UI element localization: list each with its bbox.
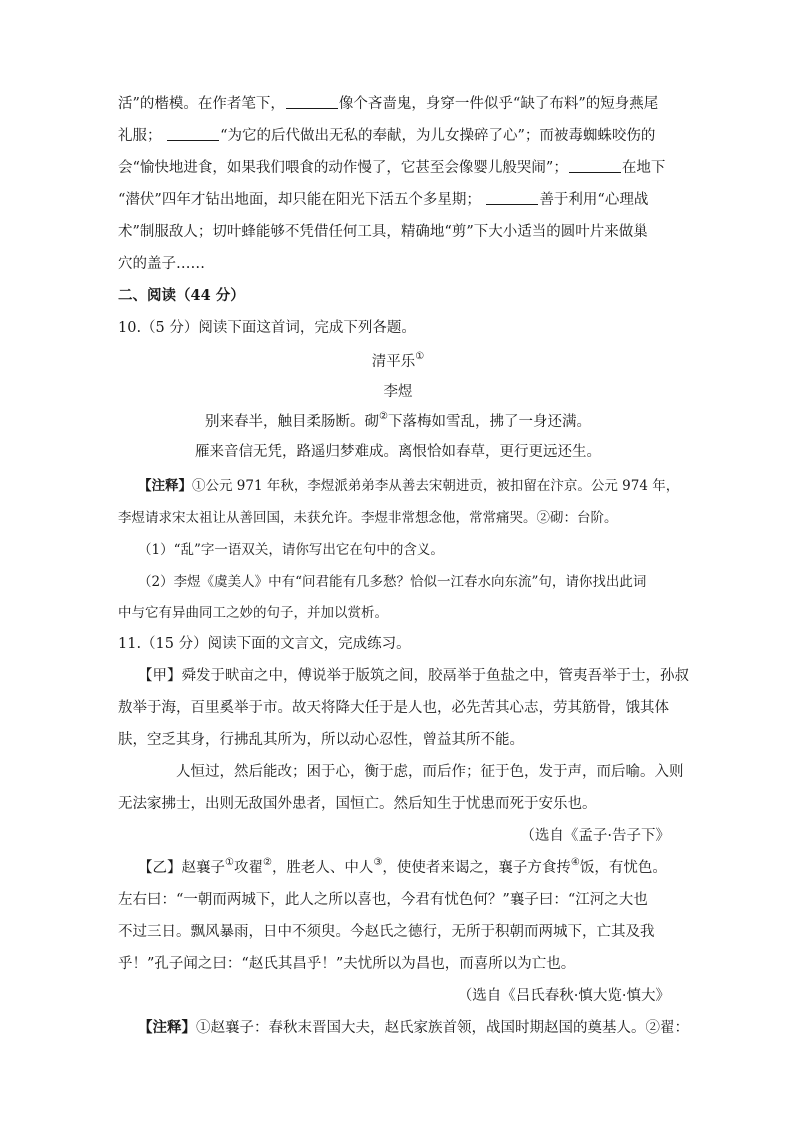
text: ①公元 971 年秋，李煜派弟弟李从善去宋朝进贡，被扣留在汴京。公元 974 年， bbox=[192, 478, 680, 494]
passage-jia-line-1: 【甲】舜发于畎亩之中，傅说举于版筑之间，胶鬲举于鱼盐之中，管夷吾举于士，孙叔 bbox=[138, 668, 689, 684]
text: 饭，有忧色。 bbox=[579, 860, 667, 876]
fill-blank-4 bbox=[486, 190, 538, 205]
passage-yi-line-2: 左右曰：“一朝而两城下，此人之所以喜也，今君有忧色何？”襄子曰：“江河之大也 bbox=[118, 892, 648, 908]
fill-blank-1 bbox=[286, 94, 338, 109]
poem-note-2: 李煜请求宋太祖让从善回国，未获允许。李煜非常想念他，常常痛哭。②砌：台阶。 bbox=[118, 510, 618, 526]
text: ①赵襄子：春秋末晋国大夫，赵氏家族首领，战国时期赵国的奠基人。②翟： bbox=[196, 1020, 689, 1036]
text: 活”的楷模。在作者笔下， bbox=[118, 96, 285, 112]
passage-jia-source: （选自《孟子·告子下》 bbox=[520, 828, 670, 844]
question-10-stem: 10.（5 分）阅读下面这首词，完成下列各题。 bbox=[118, 320, 416, 336]
fill-blank-2 bbox=[167, 126, 219, 141]
text: 像个吝啬鬼，身穿一件似乎“缺了布料”的短身燕尾 bbox=[338, 96, 659, 112]
footnote-marker: ① bbox=[225, 857, 234, 868]
question-10-sub-2b: 中与它有异曲同工之妙的句子，并加以赏析。 bbox=[118, 605, 388, 621]
text: 在地下 bbox=[621, 160, 666, 176]
passage-yi-line-4: 乎！”孔子闻之曰：“赵氏其昌乎！”夫忧所以为昌也，而喜所以为亡也。 bbox=[118, 956, 576, 972]
passage-jia-line-3: 肤，空乏其身，行拂乱其所为，所以动心忍性，曾益其所不能。 bbox=[118, 732, 524, 748]
passage-yi-line-3: 不过三日。飘风暴雨，日中不须臾。今赵氏之德行，无所于积朝而两城下，亡其及我 bbox=[118, 924, 655, 940]
text: 别来春半，触目柔肠断。砌 bbox=[205, 414, 380, 430]
footnote-marker: ① bbox=[415, 351, 425, 362]
poem-line-2: 雁来音信无凭，路遥归梦难成。离恨恰如春草，更行更远还生。 bbox=[195, 444, 601, 460]
passage-jia-line-4: 人恒过，然后能改；困于心，衡于虑，而后作；征于色，发于声，而后喻。入则 bbox=[176, 764, 684, 780]
text: ，胜老人、中人 bbox=[271, 860, 374, 876]
blanks-line-2 bbox=[118, 126, 678, 146]
footnote-marker: ② bbox=[379, 411, 388, 422]
passage-jia-line-5: 无法家拂士，出则无敌国外患者，国恒亡。然后知生于忧患而死于安乐也。 bbox=[118, 796, 597, 812]
text: 礼服； bbox=[118, 128, 162, 144]
blanks-line-3 bbox=[118, 158, 678, 178]
fill-blank-3 bbox=[569, 158, 621, 173]
footnote-marker: ④ bbox=[570, 857, 580, 868]
text: 【乙】赵襄子 bbox=[138, 860, 225, 876]
text: “为它的后代做出无私的奉献，为儿女操碎了心”；而被毒蜘蛛咬伤的 bbox=[220, 128, 656, 144]
poem-author: 李煜 bbox=[383, 384, 413, 400]
passage-jia-line-2: 敖举于海，百里奚举于市。故天将降大任于是人也，必先苦其心志，劳其筋骨，饿其体 bbox=[118, 700, 669, 716]
question-10-sub-1: （1）“乱”字一语双关，请你写出它在句中的含义。 bbox=[138, 542, 444, 558]
footnote-marker: ③ bbox=[373, 857, 383, 868]
blanks-line-4 bbox=[118, 190, 678, 210]
poem-note-1 bbox=[138, 476, 698, 496]
text: 善于利用“心理战 bbox=[539, 192, 649, 208]
question-11-stem: 11.（15 分）阅读下面的文言文，完成练习。 bbox=[118, 636, 411, 652]
text: 下落梅如雪乱，拂了一身还满。 bbox=[387, 414, 591, 430]
text: “潜伏”四年才钻出地面，却只能在阳光下活五个多星期； bbox=[118, 192, 481, 208]
blanks-line-1 bbox=[118, 94, 678, 114]
note-label: 【注释】 bbox=[138, 1019, 196, 1036]
poem-title bbox=[118, 352, 678, 372]
passage-yi-line-1 bbox=[138, 858, 698, 878]
passage-yi-source: （选自《吕氏春秋·慎大览·慎大》 bbox=[457, 988, 670, 1004]
footnote-marker: ② bbox=[262, 857, 272, 868]
question-10-sub-2a: （2）李煜《虞美人》中有“问君能有几多愁？恰似一江春水向东流”句，请你找出此词 bbox=[138, 574, 647, 590]
passage-yi-note-1 bbox=[138, 1018, 698, 1038]
blanks-line-6: 穴的盖子…… bbox=[118, 256, 205, 272]
text: 清平乐 bbox=[371, 354, 416, 370]
note-label: 【注释】 bbox=[138, 478, 192, 494]
text: 会“愉快地进食，如果我们喂食的动作慢了，它甚至会像婴儿般哭闹”； bbox=[118, 160, 568, 176]
poem-line-1 bbox=[118, 412, 678, 432]
section-heading: 二、阅读（44 分） bbox=[118, 287, 245, 304]
blanks-line-5: 术”制服敌人；切叶蜂能够不凭借任何工具，精确地“剪”下大小适当的圆叶片来做巢 bbox=[118, 224, 648, 240]
text: ，使使者来谒之，襄子方食抟 bbox=[382, 860, 571, 876]
text: 攻翟 bbox=[233, 860, 263, 876]
